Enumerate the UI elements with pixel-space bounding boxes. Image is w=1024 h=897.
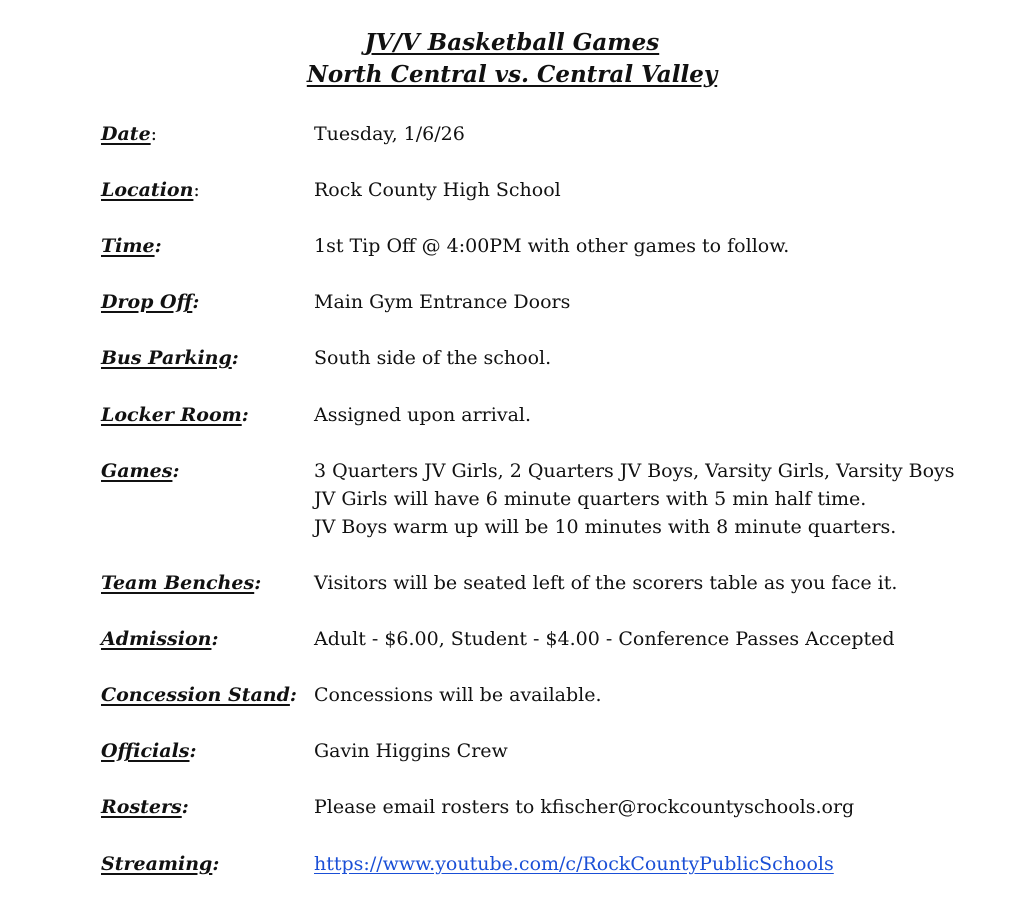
field-label: Bus Parking: bbox=[101, 347, 239, 369]
field-label: Admission: bbox=[101, 628, 219, 650]
field-label: Concession Stand: bbox=[101, 684, 297, 706]
field-value bbox=[314, 457, 955, 541]
field-time bbox=[101, 232, 1004, 260]
field-drop-off bbox=[101, 288, 1004, 316]
field-value: 1st Tip Off @ 4:00PM with other games to follow. bbox=[314, 235, 790, 257]
field-bus-parking bbox=[101, 344, 1004, 372]
field-value: Gavin Higgins Crew bbox=[314, 740, 508, 762]
field-value: Rock County High School bbox=[314, 179, 561, 201]
field-label: Games: bbox=[101, 460, 180, 482]
games-line: JV Boys warm up will be 10 minutes with 8 minute quarters. bbox=[314, 516, 897, 538]
field-label: Rosters: bbox=[101, 796, 189, 818]
document-title: JV/V Basketball Games bbox=[364, 29, 660, 56]
field-value: Adult - $6.00, Student - $4.00 - Conference Passes Accepted bbox=[314, 628, 895, 650]
streaming-link[interactable]: https://www.youtube.com/c/RockCountyPublicSchools bbox=[314, 853, 834, 875]
field-locker-room bbox=[101, 401, 1004, 429]
field-value bbox=[314, 850, 834, 878]
field-label: Date: bbox=[101, 123, 158, 145]
field-label: Streaming: bbox=[101, 853, 220, 875]
field-location bbox=[101, 176, 1004, 204]
field-label: Time: bbox=[101, 235, 162, 257]
field-admission bbox=[101, 625, 1004, 653]
field-value: Assigned upon arrival. bbox=[314, 404, 532, 426]
field-date bbox=[101, 120, 1004, 148]
field-label: Officials: bbox=[101, 740, 197, 762]
field-label: Drop Off: bbox=[101, 291, 200, 313]
field-concession-stand bbox=[101, 681, 1004, 709]
field-value: Please email rosters to kfischer@rockcountyschools.org bbox=[314, 796, 855, 818]
field-value: Tuesday, 1/6/26 bbox=[314, 123, 465, 145]
field-streaming bbox=[101, 850, 1004, 878]
field-value: Visitors will be seated left of the scorers table as you face it. bbox=[314, 572, 898, 594]
field-rosters bbox=[101, 793, 1004, 821]
field-value: South side of the school. bbox=[314, 347, 552, 369]
field-officials bbox=[101, 737, 1004, 765]
field-team-benches bbox=[101, 569, 1004, 597]
field-label: Team Benches: bbox=[101, 572, 262, 594]
field-value: Main Gym Entrance Doors bbox=[314, 291, 571, 313]
field-label: Locker Room: bbox=[101, 404, 249, 426]
games-line: JV Girls will have 6 minute quarters with 5 min half time. bbox=[314, 488, 867, 510]
document-subtitle: North Central vs. Central Valley bbox=[306, 61, 718, 88]
field-value: Concessions will be available. bbox=[314, 684, 602, 706]
games-line: 3 Quarters JV Girls, 2 Quarters JV Boys, Varsity Girls, Varsity Boys bbox=[314, 460, 955, 482]
field-games bbox=[101, 457, 1004, 541]
field-label: Location: bbox=[101, 179, 200, 201]
